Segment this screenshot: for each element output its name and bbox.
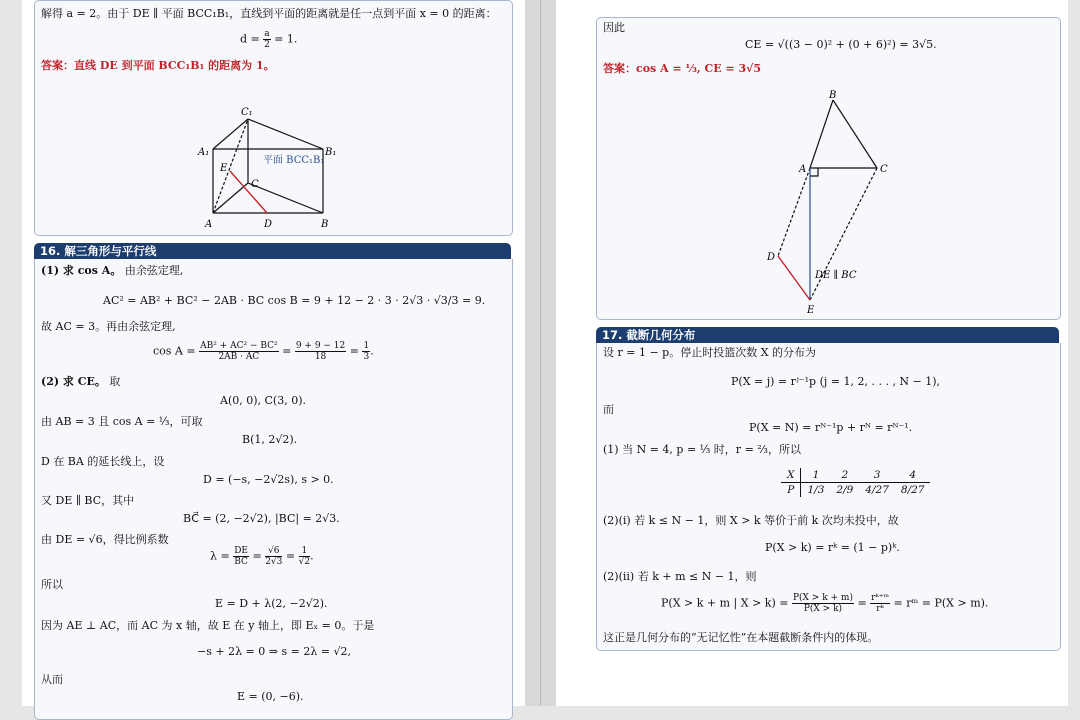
text-line: 从而: [41, 673, 63, 686]
right-page: [556, 0, 1068, 706]
equation-lambda: λ = $\frac{DE}{BC}$ = $\frac{√6}{2√3}$ = $\frac{1}{√2}$ .: [210, 546, 314, 567]
denominator: √2: [298, 557, 311, 567]
table-cell: 2: [830, 468, 859, 483]
denominator: rᵏ: [876, 604, 884, 614]
right-angle-mark: [810, 168, 818, 176]
section-header-17: 17. 截断几何分布: [596, 327, 1059, 344]
table-cell: 4/27: [865, 484, 889, 496]
text-line: 由 AB = 3 且 cos A = ⅓，可取: [41, 415, 203, 428]
fraction: [265, 546, 282, 567]
numerator: 9 + 9 − 12: [295, 341, 346, 351]
denominator: P(X > k): [803, 604, 843, 614]
part-label: (2) 求 CE。: [41, 375, 106, 388]
segment-DE: [778, 256, 810, 300]
part-text: 取: [109, 375, 121, 388]
equation-pmf: P(X = j) = rʲ⁻¹p (j = 1, 2, . . . , N − 1),: [731, 375, 941, 388]
triangle-diagram: [765, 88, 915, 318]
equation-D: D = (−s, −2√2s), s > 0.: [203, 473, 334, 486]
equation-coords-AC: A(0, 0), C(3, 0).: [220, 394, 306, 407]
text-line: 故 AC = 3。再由余弦定理,: [41, 320, 176, 333]
solution-box-15: [34, 0, 513, 236]
table-cell: 1/3: [807, 484, 825, 496]
equation-s: −s + 2λ = 0 ⇒ s = 2λ = √2,: [197, 645, 351, 658]
numerator: a: [264, 29, 270, 39]
denominator: 3: [363, 352, 370, 362]
numerator: √6: [265, 546, 282, 557]
part-2ii-line: (2)(ii) 若 k + m ≤ N − 1，则: [603, 570, 757, 583]
part-1-heading: [41, 264, 183, 278]
text-line: 因此: [603, 21, 625, 34]
denominator: 2: [264, 40, 270, 50]
eq-part: P(X > k + m | X > k) =: [661, 596, 789, 610]
equation-tail: P(X > k) = rᵏ = (1 − p)ᵏ.: [765, 541, 900, 554]
text-line: 因为 AE ⊥ AC，而 AC 为 x 轴，故 E 在 y 轴上，即 Eₓ = 0。于是: [41, 619, 375, 632]
solution-box-16-cont: [596, 17, 1061, 320]
equation-cosA: cos A = $\frac{\text{AB² + AC² − BC²}}{2AB \cdot AC}$ = $\frac{9 + 9 - 12}{18}$ = $\frac{1}{3}$ .: [153, 341, 374, 362]
table-cell: 4: [895, 468, 931, 483]
label-B: B: [321, 219, 329, 230]
text-line: 而: [603, 403, 614, 416]
left-page: [22, 0, 525, 706]
text-line: 由 DE = √6，得比例系数: [41, 533, 169, 546]
edge-A1-C1: [213, 119, 248, 149]
text-line: 所以: [41, 578, 63, 591]
table-cell: 8/27: [900, 484, 925, 496]
fraction: [295, 341, 346, 362]
edge-C1-B1: [248, 119, 323, 149]
edge-A-C1-dashed: [213, 119, 248, 213]
label-plane: 平面 BCC₁B₁: [263, 155, 325, 166]
part-2i-line: (2)(i) 若 k ≤ N − 1，则 X > k 等价于前 k 次均未投中，故: [603, 514, 899, 527]
label-C1: C₁: [241, 107, 253, 118]
answer-line: 答案：cos A = ⅓, CE = 3√5: [603, 62, 762, 75]
label-D: D: [264, 219, 273, 230]
table-cell: X: [781, 468, 801, 483]
edge-B-C: [833, 100, 877, 168]
equation-memoryless: P(X > k + m | X > k) = $\frac{P(X > k + m)}{P(X > k)}$ = $\frac{\text{rᵏ⁺ᵐ}}{\text{rᵏ}}$ = rᵐ = P(X > m).: [661, 593, 989, 614]
equation-distance: [240, 29, 297, 50]
distribution-table: [781, 468, 930, 497]
text-line: 解得 a = 2。由于 DE ∥ 平面 BCC₁B₁，直线到平面的距离就是任一点到平面 x = 0 的距离：: [41, 7, 497, 20]
eq-part: d =: [240, 32, 260, 46]
table-row: [781, 483, 930, 498]
eq-part: = 1.: [274, 32, 298, 46]
prism-diagram: [198, 101, 363, 231]
dashed-A-D: [778, 168, 810, 256]
conclusion-line: 这正是几何分布的“无记忆性”在本题截断条件内的体现。: [603, 631, 879, 644]
fraction: [233, 546, 249, 567]
section-body-16: [34, 259, 513, 720]
fraction: [870, 593, 890, 614]
table-cell: 3: [859, 468, 895, 483]
part-text: 由余弦定理,: [124, 264, 184, 277]
numerator: 1: [363, 341, 370, 351]
label-A: A: [205, 219, 213, 230]
pmf-table: [781, 468, 930, 497]
eq-part: = rᵐ = P(X > m).: [893, 596, 989, 610]
label-E: E: [807, 305, 815, 316]
table-cell: P: [781, 483, 801, 498]
label-E: E: [220, 163, 228, 174]
edge-C-B: [248, 183, 323, 213]
label-A1: A₁: [198, 147, 210, 158]
fraction: [299, 546, 310, 567]
equation-coord-B: B(1, 2√2).: [242, 433, 298, 446]
equation-AC2: AC² = AB² + BC² − 2AB · BC cos B = 9 + 12 − 2 · 3 · 2√3 · √3/3 = 9.: [103, 294, 486, 307]
denominator: 2√3: [265, 557, 283, 567]
label-B: B: [829, 90, 837, 101]
numerator: DE: [234, 546, 248, 556]
text-line: 设 r = 1 − p。停止时投篮次数 X 的分布为: [603, 346, 817, 359]
denominator: 18: [314, 352, 327, 362]
numerator: rᵏ⁺ᵐ: [871, 593, 890, 603]
label-B1: B₁: [325, 147, 337, 158]
label-A: A: [799, 164, 807, 175]
part-2-heading: [41, 375, 120, 389]
answer-line: 答案：直线 DE 到平面 BCC₁B₁ 的距离为 1。: [41, 59, 275, 72]
table-cell: 2/9: [836, 484, 854, 496]
eq-part: λ =: [210, 549, 230, 563]
section-header-16: 16. 解三角形与平行线: [34, 243, 511, 260]
equation-CE: CE = √((3 − 0)² + (0 + 6)²) = 3√5.: [745, 38, 937, 51]
numerator: 1: [299, 546, 310, 557]
section-body-17: [596, 343, 1061, 651]
label-D: D: [767, 252, 776, 263]
edge-B-A: [810, 100, 833, 168]
label-relation: DE ∥ BC: [815, 270, 857, 281]
fraction: [263, 29, 270, 50]
equation-E-result: E = (0, −6).: [237, 690, 304, 703]
part-1-line: (1) 当 N = 4, p = ⅓ 时，r = ⅔，所以: [603, 443, 801, 456]
fraction: [199, 341, 279, 362]
eq-part: cos A =: [153, 344, 196, 358]
label-C: C: [880, 164, 888, 175]
part-label: (1) 求 cos A。: [41, 264, 122, 277]
fraction: [792, 593, 854, 614]
gutter-divider: [540, 0, 541, 706]
equation-BC: BC⃗ = (2, −2√2), |BC| = 2√3.: [183, 512, 340, 525]
denominator: 2AB · AC: [218, 352, 260, 362]
numerator: P(X > k + m): [792, 593, 853, 603]
fraction: [362, 341, 370, 362]
table-cell: 1: [801, 468, 830, 483]
denominator: BC: [234, 557, 248, 567]
label-C: C: [251, 179, 259, 190]
table-row: [781, 468, 930, 483]
text-line: 又 DE ∥ BC，其中: [41, 494, 135, 507]
equation-E: E = D + λ(2, −2√2).: [215, 597, 328, 610]
numerator: AB² + AC² − BC²: [200, 341, 278, 351]
text-line: D 在 BA 的延长线上，设: [41, 455, 165, 468]
equation-last: P(X = N) = rᴺ⁻¹p + rᴺ = rᴺ⁻¹.: [749, 421, 913, 434]
